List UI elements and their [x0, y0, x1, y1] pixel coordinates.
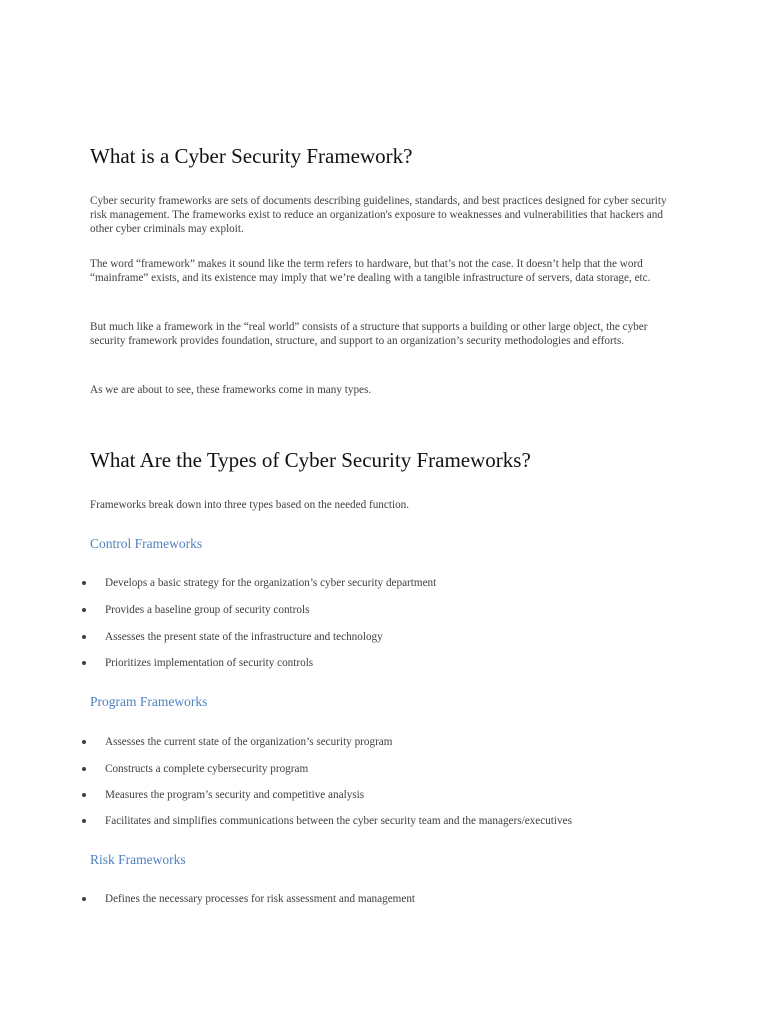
subheading-risk-frameworks: Risk Frameworks [90, 852, 186, 867]
list-item-text: Provides a baseline group of security controls [105, 604, 310, 616]
bullet-dot-icon [82, 581, 86, 585]
bullet-dot-icon [82, 635, 86, 639]
bullet-dot-icon [82, 608, 86, 612]
list-item-text: Constructs a complete cybersecurity program [105, 763, 309, 775]
list-item-text: Develops a basic strategy for the organization’s cyber security department [105, 577, 437, 589]
paragraph-many-types: As we are about to see, these frameworks come in many types. [90, 384, 372, 396]
bullet-dot-icon [82, 793, 86, 797]
list-item-text: Prioritizes implementation of security controls [105, 657, 314, 669]
heading-what-is-framework: What is a Cyber Security Framework? [90, 144, 413, 168]
list-item-text: Facilitates and simplifies communications between the cyber security team and the managers/executives [105, 815, 572, 827]
bullet-dot-icon [82, 819, 86, 823]
heading-types-of-frameworks: What Are the Types of Cyber Security Frameworks? [90, 448, 531, 472]
paragraph-framework-word: The word “framework” makes it sound like the term refers to hardware, but that’s not the case. It doesn’t help that the word “mainframe” exists, and its existence may imply that we’re dealing with a tangible infrastructure of servers, data storage, etc. [90, 258, 651, 284]
subheading-program-frameworks: Program Frameworks [90, 694, 208, 709]
paragraph-types-intro: Frameworks break down into three types based on the needed function. [90, 499, 410, 511]
bullet-dot-icon [82, 661, 86, 665]
bullet-dot-icon [82, 767, 86, 771]
bullet-dot-icon [82, 740, 86, 744]
subheading-control-frameworks: Control Frameworks [90, 536, 203, 551]
list-item-text: Assesses the present state of the infrastructure and technology [105, 631, 383, 643]
list-item-text: Assesses the current state of the organization’s security program [105, 736, 393, 748]
list-item-text: Defines the necessary processes for risk assessment and management [105, 893, 416, 905]
list-item-text: Measures the program’s security and competitive analysis [105, 789, 365, 801]
bullet-dot-icon [82, 897, 86, 901]
paragraph-real-world: But much like a framework in the “real world” consists of a structure that supports a building or other large object, the cyber security framework provides foundation, structure, and support to an organization’s security methodologies and efforts. [90, 321, 648, 347]
paragraph-definition: Cyber security frameworks are sets of documents describing guidelines, standards, and best practices designed for cyber security risk management. The frameworks exist to reduce an organization's exposure to weaknesses and vulnerabilities that hackers and other cyber criminals may exploit. [90, 195, 667, 235]
